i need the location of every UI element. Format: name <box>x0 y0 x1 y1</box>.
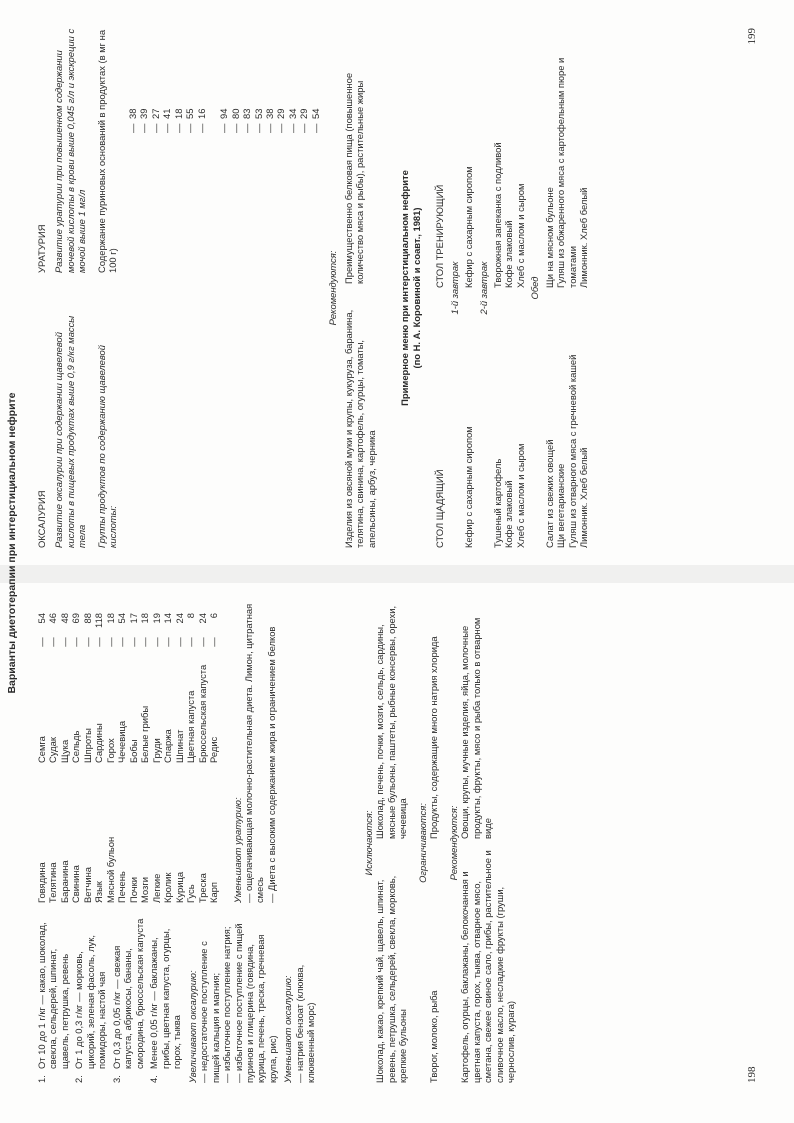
purine-row: Белые грибы — 18 <box>139 613 151 763</box>
increase-title: Увеличивают оксалурию: <box>186 970 198 1083</box>
purine-value: — 55 <box>184 108 196 133</box>
recommend-oxalate: Картофель, огурцы, баклажаны, белокочанная и цветная капуста, горох, тыква, отварное мясо, сметана, свежее свиное сало, грибы, растительное и сливочное масло, несладкие фрукты (груши, чернослив, курага) <box>459 850 517 1083</box>
oxalate-group: 1. От 10 до 1 г/кг — какао, шоколад, свекла, сельдерей, шпинат, щавель, петрушка, ревень <box>36 922 70 1083</box>
sample-menu <box>399 28 590 548</box>
meal-name: 2-й завтрак <box>477 261 489 315</box>
purine-row: Брюссельская капуста — 24 <box>196 613 208 763</box>
purine-value: — 38 <box>263 108 275 133</box>
meal-sparing: Тушеный картофель Кофе злаковый Хлеб с маслом и сыром <box>492 443 526 548</box>
recommend-title: Рекомендуются: <box>447 805 459 881</box>
purine-value: — 16 <box>195 108 207 133</box>
uraturia-head: УРАТУРИЯ <box>36 224 47 273</box>
menu-source: (по Н. А. Коровиной и соавт., 1981) <box>410 207 422 369</box>
menu-title: Примерное меню при интерстициальном нефрите <box>399 170 411 406</box>
purine-row: Шпроты — 88 <box>81 613 93 763</box>
purine-row: Кролик <box>162 872 174 903</box>
recommend-row <box>459 603 516 1083</box>
purine-value: — 53 <box>252 108 264 133</box>
increase-item: — избыточное поступление с пищей пуринов и глицерина (говядина, курица, печень, треска, гречневая крупа, рис) <box>232 923 278 1083</box>
purine-value: — 27 <box>149 108 161 133</box>
purine-row: Цветная капуста — 8 <box>185 613 197 763</box>
oxalate-group: 2. От 1 до 0,3 г/кг — морковь, цикорий, зеленая фасоль, лук, помидоры, настой чая <box>73 935 108 1083</box>
purine-table <box>36 603 277 903</box>
meal-row <box>492 28 526 548</box>
page-number-right: 199 <box>746 28 758 45</box>
col-training: СТОЛ ТРЕНИРУЮЩИЙ <box>434 184 446 288</box>
purine-row: Курица <box>173 871 185 903</box>
oxalate-group: 4. Менее 0,05 г/кг — баклажаны, грибы, цветная капуста, огурцы, горох, тыква <box>148 928 183 1083</box>
oxaluria-desc: Развитие оксалурии при содержании щавелевой кислоты в пищевых продуктах выше 0,9 г/кг массы тела <box>53 315 88 548</box>
purine-value: — 29 <box>298 108 310 133</box>
oxaluria-groups: Группы продуктов по содержанию щавелевой кислоты: <box>95 345 119 548</box>
right-page <box>28 28 768 548</box>
purine-row: Почки <box>127 877 139 903</box>
purine-row: Треска <box>196 873 208 903</box>
running-head: Варианты диетотерапии при интерстициальном нефрите <box>6 392 18 694</box>
binding-shadow <box>0 565 794 583</box>
exclude-title: Исключаются: <box>363 810 374 876</box>
purine-value <box>207 93 218 283</box>
limit-urate: Продукты, содержащие много натрия хлорида <box>428 636 440 839</box>
purine-row: Шпинат — 24 <box>173 613 185 763</box>
purine-value: — 38 <box>126 108 138 133</box>
purine-value: — 83 <box>241 108 253 133</box>
urat-reduce-item: — Диета с высоким содержанием жира и ограничением белков <box>265 626 277 903</box>
purine-row: Ветчина <box>81 867 93 903</box>
oxaluria-head: ОКСАЛУРИЯ <box>36 490 47 548</box>
purine-row: Бобы — 17 <box>127 613 139 763</box>
purine-columns <box>36 603 220 903</box>
purine-row: Печень <box>116 871 128 903</box>
meal-sparing: Салат из свежих овощей Щи вегетарианские Гуляш из отварного мяса с гречневой кашей Лимонник. Хлеб белый <box>543 354 590 548</box>
purine-row: Язык <box>93 881 105 903</box>
purine-row: Гусь <box>185 884 197 903</box>
meal-row <box>544 28 590 548</box>
increase-item: — избыточное поступление натрия; <box>221 926 233 1083</box>
purine-row: Сардины — 118 <box>93 613 105 763</box>
uraturia-groups: Содержание пуриновых оснований в продуктах (в мг на 100 г) <box>95 29 119 273</box>
menu-columns <box>434 28 445 548</box>
urat-reduce-title: Уменьшают уратурию: <box>231 797 243 903</box>
purine-row: Карп <box>208 882 220 903</box>
purine-value: — 39 <box>138 108 150 133</box>
meal-name: 1-й завтрак <box>448 261 460 315</box>
purine-row: Свинина <box>70 865 82 903</box>
meal-name: Обед <box>529 276 541 300</box>
meal-training: Кефир с сахарным сиропом <box>463 166 475 288</box>
recommend-urate: Овощи, крупы, мучные изделия, яйца, молочные продукты, фрукты, мясо и рыба только в отварном виде <box>459 617 494 839</box>
meal-training: Творожная запеканка с подливой Кофе злаковый Хлеб с маслом и сыром <box>492 142 526 288</box>
purine-value: — 18 <box>172 108 184 133</box>
col-sparing: СТОЛ ЩАДЯЩИЙ <box>434 469 446 548</box>
purine-row: Телятина <box>47 862 59 903</box>
purine-row: Сельдь — 69 <box>70 613 82 763</box>
meal-row <box>463 28 474 548</box>
meal-sparing: Кефир с сахарным сиропом <box>463 426 475 548</box>
purine-value: — 94 <box>218 108 230 133</box>
purine-row: Горох — 18 <box>104 613 116 763</box>
purine-row: Баранина <box>58 860 70 903</box>
oxalate-group: 3. От 0,3 до 0,05 г/кг — свежая капуста, абрикосы, бананы, смородина, брюссельская капуста <box>110 918 145 1083</box>
recommended-row <box>343 28 377 548</box>
meal-training: Щи на мясном бульоне Гуляш из обжаренного мяса с картофельным пюре и томатами Лимонник. Хлеб белый <box>543 57 590 288</box>
purine-value: — 34 <box>286 108 298 133</box>
food-rules <box>363 603 517 1083</box>
purine-row: Чечевица — 54 <box>116 613 128 763</box>
urat-reduce-item: — ощелачивающая молочно-растительная диета. Лимон, цитратная смесь <box>242 603 266 903</box>
purine-row: Груди — 19 <box>150 613 162 763</box>
purine-row: Семга — 54 <box>36 613 47 763</box>
oxalate-groups <box>36 918 317 1083</box>
page-number-left: 198 <box>746 1066 758 1083</box>
purine-row: Мясной бульон <box>104 836 116 903</box>
limit-oxalate: Творог, молоко, рыба <box>428 990 440 1083</box>
left-page <box>28 583 768 1083</box>
purine-value: — 29 <box>275 108 287 133</box>
purine-value: — 80 <box>229 108 241 133</box>
decrease-title: Уменьшают оксалурию: <box>282 975 294 1083</box>
purine-value: — 41 <box>161 108 173 133</box>
purine-row: Спаржа — 14 <box>162 613 174 763</box>
recommended-label: Рекомендуются: <box>327 250 339 326</box>
column-headers <box>36 28 119 548</box>
exclude-urate: Шоколад, печень, почки, мозги, сельдь, сардины, мясные бульоны, паштеты, рыбные консервы, орехи, чечевица <box>374 605 409 839</box>
limit-title: Ограничиваются: <box>416 803 428 883</box>
recommended-uraturia: Преимущественно белковая пища (повышенное количество мяса и рыбы), растительные жиры <box>342 72 366 284</box>
purine-value: — 54 <box>309 108 321 133</box>
exclude-oxalate: Шоколад, какао, крепкий чай, щавель, шпинат, ревень, петрушка, сельдерей, свекла, морковь, крепкие бульоны <box>374 875 409 1083</box>
purine-row: Легкие <box>150 873 162 903</box>
exclude-row <box>374 603 408 1083</box>
limit-row <box>428 603 439 1083</box>
purine-row: Говядина <box>36 862 47 903</box>
purine-row: Редис — 6 <box>208 613 220 763</box>
recommended-oxaluria: Изделия из овсяной муки и крупы, кукуруза, баранина, телятина, свинина, картофель, огурцы, томаты, апельсины, арбуз, черника <box>342 309 377 548</box>
uraturia-desc: Развитие уратурии при повышенном содержании мочевой кислоты в крови выше 0,045 г/л и экскреции с мочой выше 1 мг/л <box>53 28 88 273</box>
purine-row: Судак — 46 <box>47 613 59 763</box>
increase-item: — недостаточное поступление с пищей кальция и магния; <box>198 941 221 1083</box>
purine-values <box>127 28 322 283</box>
purine-row: Щука — 48 <box>58 613 70 763</box>
purine-row: Мозги <box>139 877 151 903</box>
decrease-item: — натрия бензоат (клюква, клюквенный морс) <box>293 964 317 1083</box>
